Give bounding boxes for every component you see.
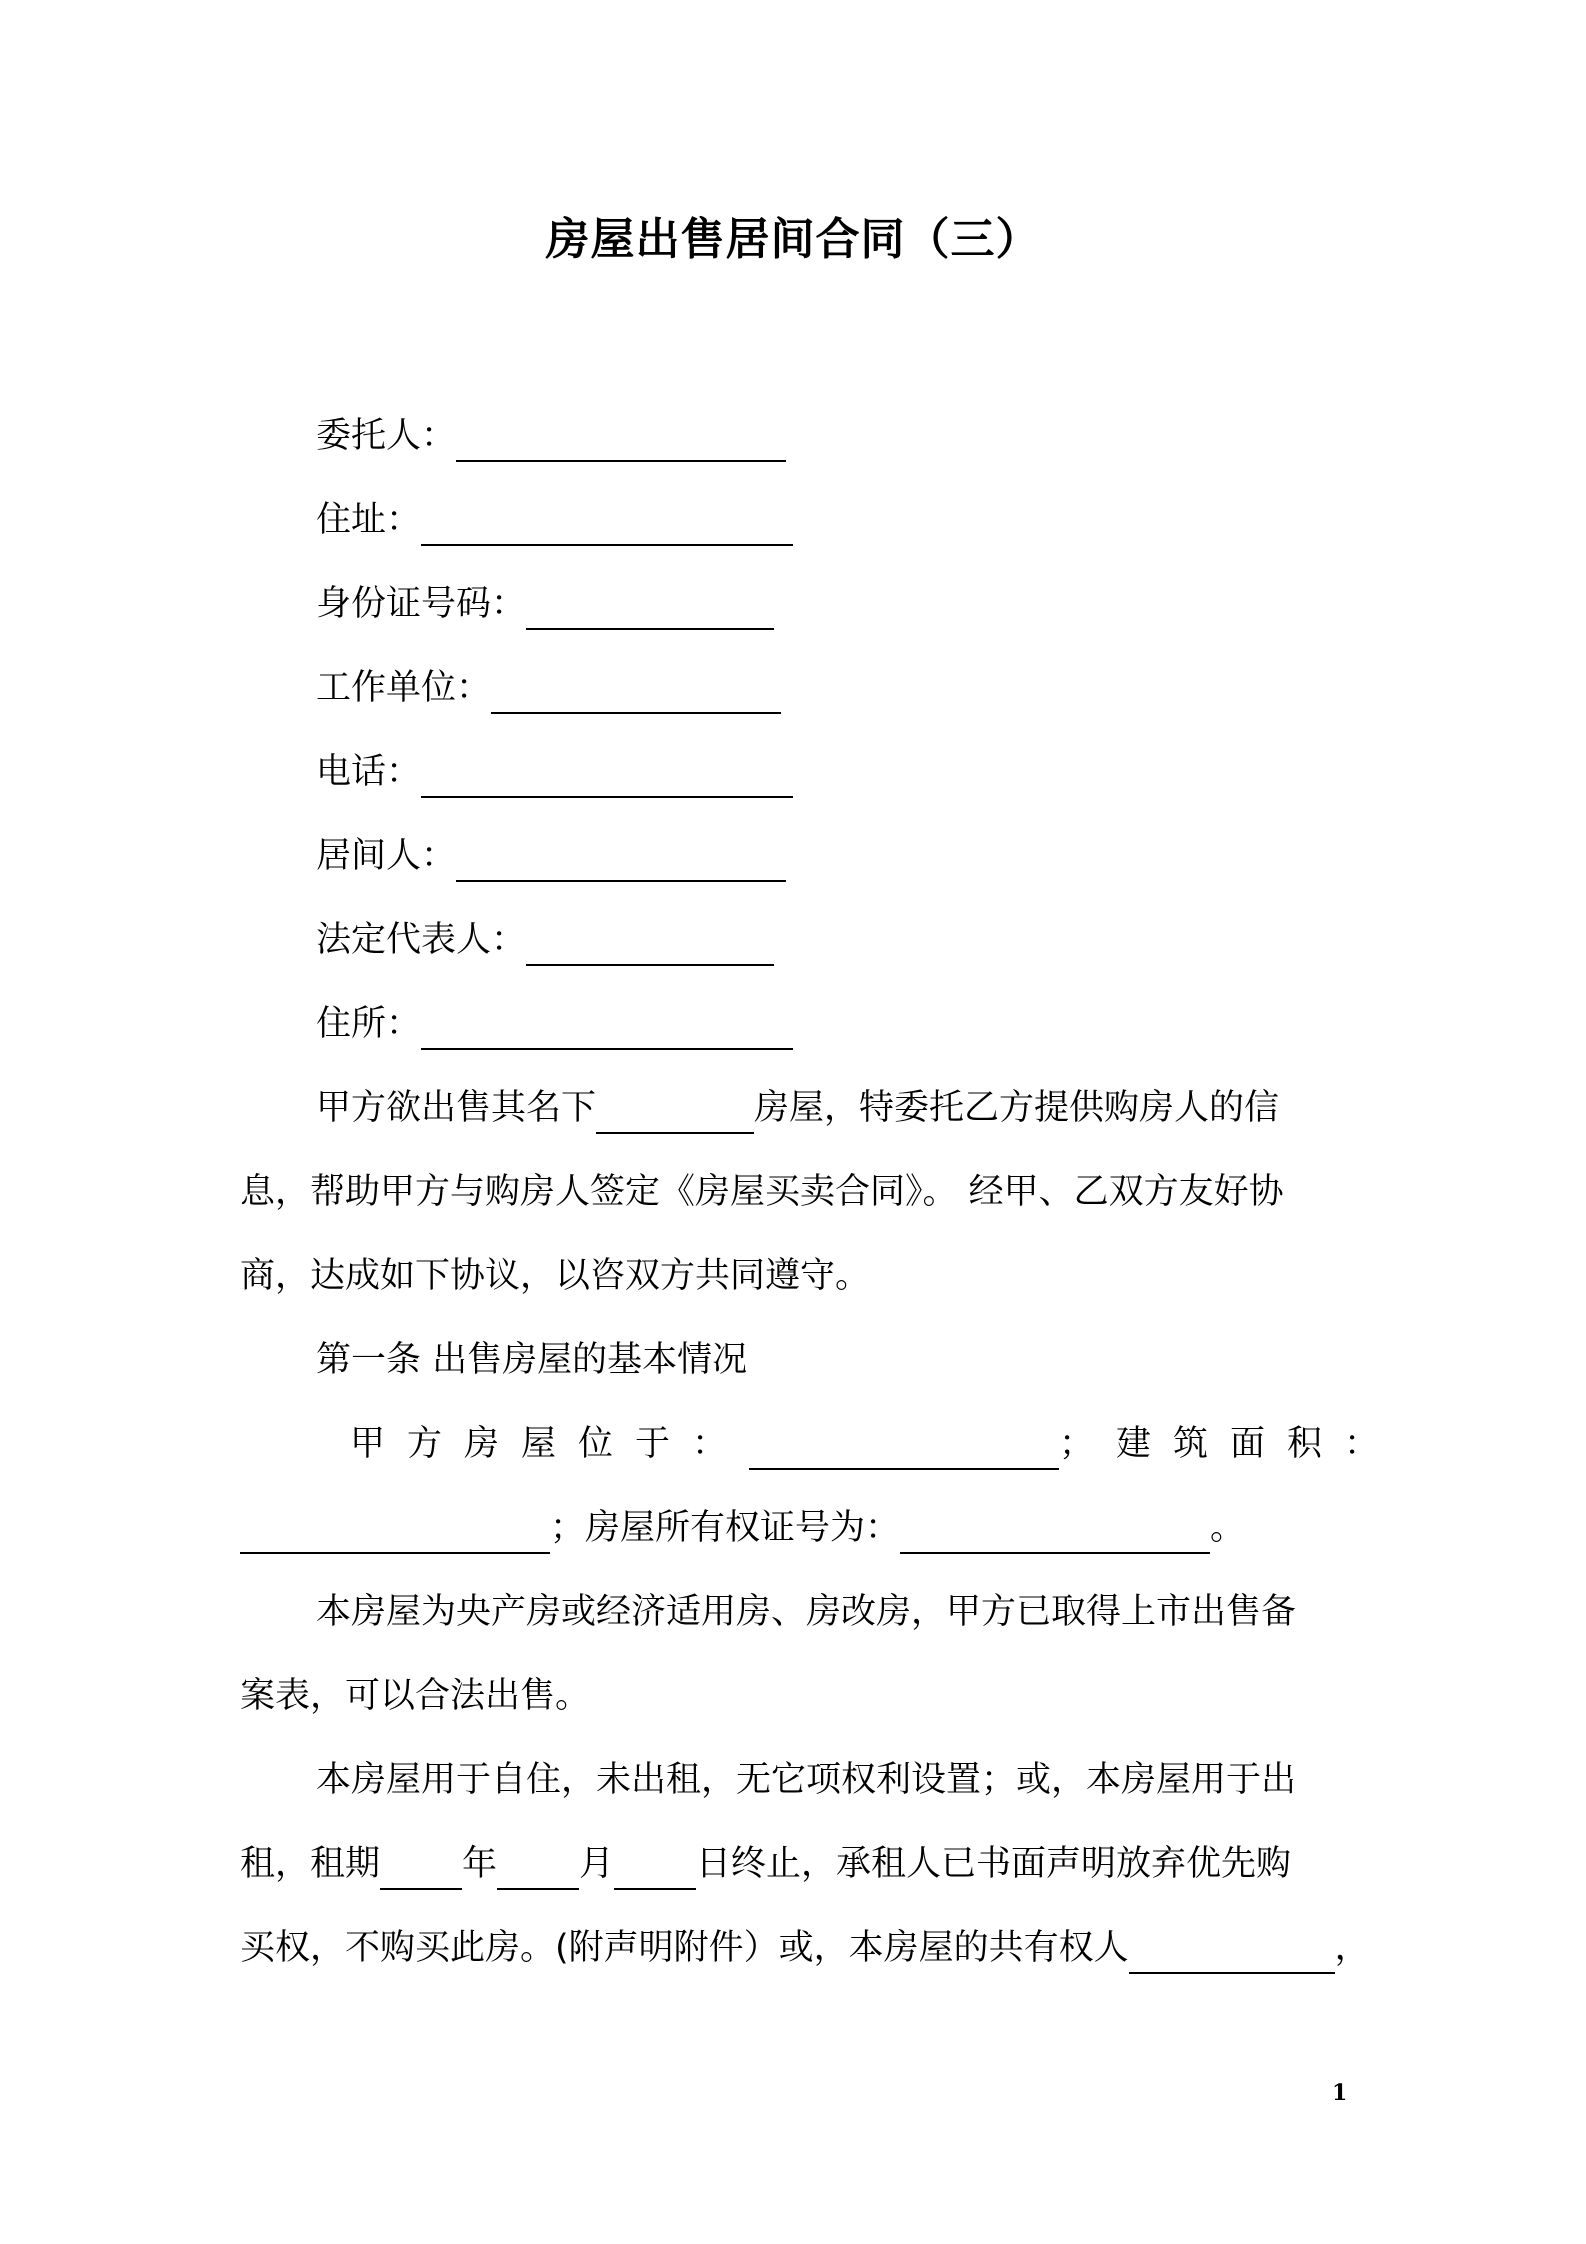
building-area-blank bbox=[240, 1514, 550, 1554]
lease-day-blank bbox=[614, 1850, 696, 1890]
paragraph-2-line-2: 案表，可以合法出售。 bbox=[240, 1676, 591, 1716]
intro-line-1 bbox=[316, 1082, 1436, 1134]
document-title: 房屋出售居间合同（三） bbox=[545, 214, 1041, 265]
address-blank bbox=[421, 506, 793, 546]
id-number-label: 身份证号码： bbox=[316, 584, 527, 624]
client-label: 委托人： bbox=[316, 416, 457, 456]
lease-month-blank bbox=[497, 1850, 579, 1890]
co-owner-blank bbox=[1129, 1934, 1335, 1974]
broker-blank bbox=[456, 842, 786, 882]
ownership-cert-label: ；房屋所有权证号为： bbox=[550, 1508, 901, 1548]
phone-field bbox=[316, 746, 1436, 798]
paragraph-3-line-1: 本房屋用于自住，未出租，无它项权利设置；或，本房屋用于出 bbox=[316, 1760, 1297, 1800]
intro-text: 甲方欲出售其名下 bbox=[316, 1088, 597, 1128]
co-owner-line bbox=[240, 1922, 1370, 1974]
ownership-cert-blank bbox=[900, 1514, 1210, 1554]
house-location-line bbox=[350, 1418, 1470, 1470]
legal-rep-label: 法定代表人： bbox=[316, 920, 527, 960]
lease-term-line bbox=[240, 1838, 1360, 1890]
month-label: 月 bbox=[579, 1844, 615, 1884]
intro-text: 房屋，特委托乙方提供购房人的信 bbox=[754, 1088, 1280, 1128]
lease-text: 租，租期 bbox=[240, 1844, 381, 1884]
article-1-heading: 第一条 出售房屋的基本情况 bbox=[316, 1340, 748, 1380]
employer-field bbox=[316, 662, 1436, 714]
property-name-blank bbox=[596, 1094, 754, 1134]
lease-year-blank bbox=[380, 1850, 462, 1890]
building-area-label: ；建筑面积： bbox=[1059, 1424, 1402, 1464]
address-field bbox=[316, 494, 1436, 546]
paragraph-2-line-1: 本房屋为央产房或经济适用房、房改房，甲方已取得上市出售备 bbox=[316, 1592, 1297, 1632]
house-location-blank bbox=[749, 1430, 1059, 1470]
residence-field bbox=[316, 998, 1436, 1050]
area-cert-line bbox=[240, 1502, 1360, 1554]
lease-text: 日终止，承租人已书面声明放弃优先购 bbox=[696, 1844, 1292, 1884]
co-owner-text: 买权，不购买此房。(附声明附件）或，本房屋的共有权人 bbox=[240, 1928, 1129, 1968]
comma: ， bbox=[1334, 1928, 1370, 1968]
year-label: 年 bbox=[462, 1844, 498, 1884]
broker-field bbox=[316, 830, 1436, 882]
house-location-label: 甲方房屋位于： bbox=[350, 1424, 750, 1464]
period: 。 bbox=[1210, 1508, 1246, 1548]
address-label: 住址： bbox=[316, 500, 422, 540]
phone-label: 电话： bbox=[316, 752, 422, 792]
intro-line-2: 息，帮助甲方与购房人签定《房屋买卖合同》。 经甲、乙双方友好协 bbox=[240, 1172, 1284, 1212]
legal-rep-field bbox=[316, 914, 1436, 966]
client-field bbox=[316, 410, 1436, 462]
broker-label: 居间人： bbox=[316, 836, 457, 876]
intro-line-3: 商，达成如下协议，以咨双方共同遵守。 bbox=[240, 1256, 871, 1296]
employer-label: 工作单位： bbox=[316, 668, 492, 708]
employer-blank bbox=[491, 674, 781, 714]
phone-blank bbox=[421, 758, 793, 798]
id-number-blank bbox=[526, 590, 774, 630]
page-number: 1 bbox=[1332, 2080, 1348, 2106]
residence-blank bbox=[421, 1010, 793, 1050]
residence-label: 住所： bbox=[316, 1004, 422, 1044]
client-blank bbox=[456, 422, 786, 462]
legal-rep-blank bbox=[526, 926, 774, 966]
id-number-field bbox=[316, 578, 1436, 630]
